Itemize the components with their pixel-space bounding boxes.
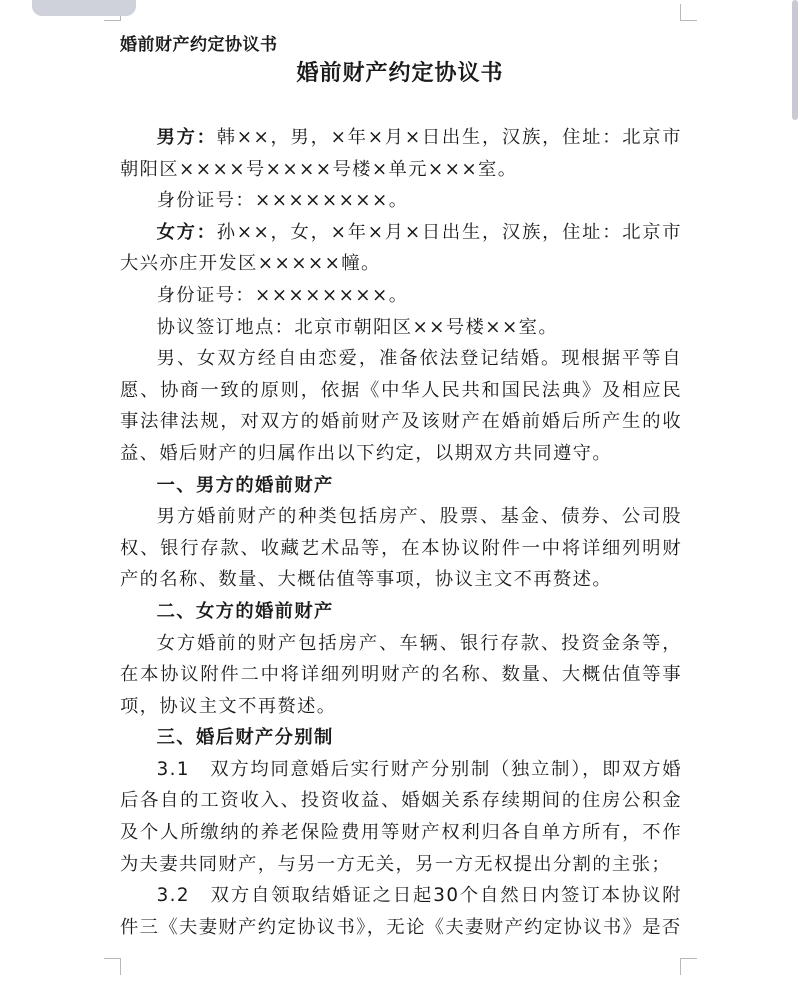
viewer-top-tab[interactable] [32,0,136,16]
section-heading: 一、男方的婚前财产 [156,474,334,496]
document-title: 婚前财产约定协议书 [296,61,504,86]
party-male-text: 韩××，男，×年×月×日出生，汉族，住址：北京市朝阳区××××号××××号楼×单元×××室。 [120,127,682,180]
margin-corner-mark [104,958,121,975]
party-female-label: 女方： [156,221,217,243]
party-female-paragraph [120,217,682,280]
margin-corner-mark [680,4,697,21]
document-body [120,120,682,943]
party-female-text: 孙××，女，×年×月×日出生，汉族，住址：北京市大兴亦庄开发区×××××幢。 [120,221,682,275]
party-male-label: 男方： [156,127,217,148]
vertical-scrollbar[interactable] [792,0,798,120]
page-header-title: 婚前财产约定协议书 [120,35,278,55]
signing-location-paragraph: 协议签订地点：北京市朝阳区××号楼××室。 [156,316,559,338]
section-heading: 二、女方的婚前财产 [156,600,334,622]
clause-paragraph: 3.2 双方自领取结婚证之日起30个自然日内签订本协议附件三《夫妻财产约定协议书》，无论《夫妻财产约定协议书》是否 [120,885,682,938]
female-id-paragraph: 身份证号：××××××××。 [156,284,409,306]
clause-paragraph: 3.1 双方均同意婚后实行财产分别制（独立制），即双方婚后各自的工资收入、投资收益、婚姻关系存续期间的住房公积金及个人所缴纳的养老保险费用等财产权利归各自单方所有，不作为夫妻共同财产，与另一方无关，另一方无权提出分割的主张； [120,758,682,875]
section-paragraph: 女方婚前的财产包括房产、车辆、银行存款、投资金条等，在本协议附件二中将详细列明财产的名称、数量、大概估值等事项，协议主文不再赘述。 [120,632,682,717]
margin-corner-mark [680,958,697,975]
male-id-paragraph: 身份证号：××××××××。 [156,190,409,212]
section-heading: 三、婚后财产分别制 [156,727,334,749]
preamble-paragraph: 男、女双方经自由恋爱，准备依法登记结婚。现根据平等自愿、协商一致的原则，依据《中华人民共和国民法典》及相应民事法律法规，对双方的婚前财产及该财产在婚前婚后所产生的收益、婚后财产的归属作出以下约定，以期双方共同遵守。 [120,348,682,464]
section-paragraph: 男方婚前财产的种类包括房产、股票、基金、债券、公司股权、银行存款、收藏艺术品等，在本协议附件一中将详细列明财产的名称、数量、大概估值等事项，协议主文不再赘述。 [120,506,682,591]
party-male-paragraph [120,122,682,185]
